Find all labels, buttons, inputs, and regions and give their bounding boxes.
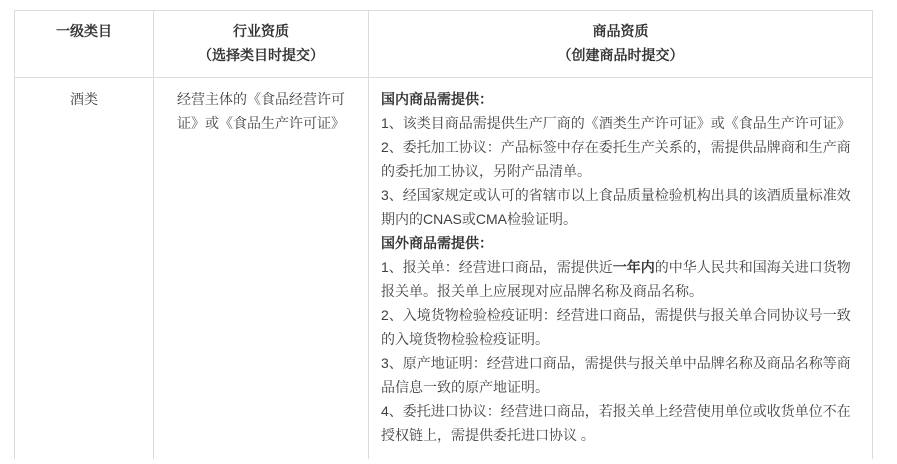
qualification-paragraph: 1、报关单：经营进口商品，需提供近一年内的中华人民共和国海关进口货物报关单。报关单上应展现对应品牌名称及商品名称。	[381, 259, 851, 299]
header-row	[15, 11, 873, 78]
table-row	[15, 78, 873, 460]
header-industry-sublabel: （选择类目时提交）	[198, 47, 324, 63]
qualification-paragraph: 1、该类目商品需提供生产厂商的《酒类生产许可证》或《食品生产许可证》	[381, 115, 851, 131]
qualification-paragraph: 2、入境货物检验检疫证明：经营进口商品，需提供与报关单合同协议号一致的入境货物检验检疫证明。	[381, 307, 851, 347]
qualification-paragraph: 国外商品需提供：	[381, 235, 493, 251]
qualification-table	[14, 10, 873, 459]
header-product-label: 商品资质	[592, 23, 649, 39]
header-category	[15, 11, 154, 78]
header-industry-label: 行业资质	[233, 23, 289, 39]
header-product-sublabel: （创建商品时提交）	[557, 47, 684, 63]
qualification-paragraph: 国内商品需提供：	[381, 91, 493, 107]
qualification-paragraph: 4、委托进口协议：经营进口商品，若报关单上经营使用单位或收货单位不在授权链上，需提供委托进口协议 。	[381, 403, 851, 443]
cell-product-qualification	[369, 78, 873, 460]
header-category-label: 一级类目	[56, 23, 112, 39]
header-industry-qualification	[154, 11, 369, 78]
header-product-qualification	[369, 11, 873, 78]
cell-category: 酒类	[15, 78, 154, 460]
qualification-paragraph: 3、经国家规定或认可的省辖市以上食品质量检验机构出具的该酒质量标准效期内的CNAS或CMA检验证明。	[381, 187, 851, 227]
cell-industry-qualification: 经营主体的《食品经营许可证》或《食品生产许可证》	[154, 78, 369, 460]
qualification-paragraph: 2、委托加工协议：产品标签中存在委托生产关系的，需提供品牌商和生产商的委托加工协议，另附产品清单。	[381, 139, 851, 179]
qualification-paragraph: 3、原产地证明：经营进口商品，需提供与报关单中品牌名称及商品名称等商品信息一致的原产地证明。	[381, 355, 851, 395]
